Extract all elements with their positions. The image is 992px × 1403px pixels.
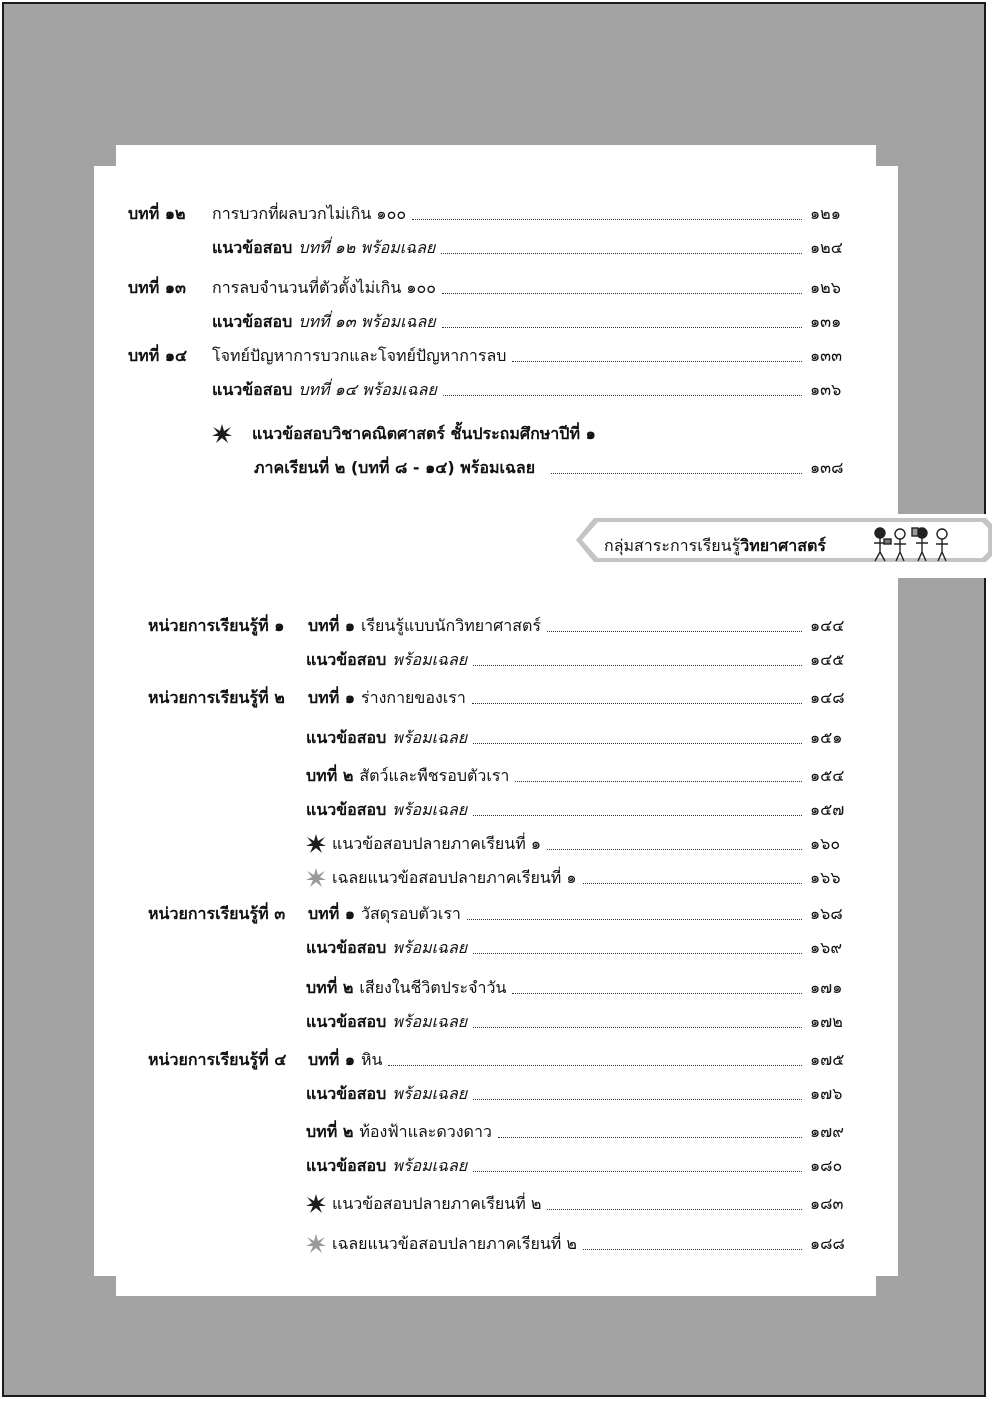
- page-number: ๑๔๘: [810, 688, 845, 707]
- toc-row-unit3-exam2[interactable]: [306, 1004, 858, 1032]
- chapter-title: วัสดุรอบตัวเรา: [360, 904, 461, 923]
- chapter-title: การบวกที่ผลบวกไม่เกิน ๑๐๐: [212, 204, 407, 223]
- dot-leader: [388, 1065, 802, 1066]
- content-panel-bottom: [116, 1270, 876, 1296]
- toc-row-unit1-exam[interactable]: [306, 642, 858, 670]
- exam-label: แนวข้อสอบ: [306, 938, 387, 957]
- exam-detail: พร้อมเฉลย: [392, 650, 468, 669]
- page-number: ๑๓๑: [810, 312, 842, 331]
- page-number: ๑๒๔: [810, 238, 843, 257]
- dot-leader: [473, 665, 802, 666]
- chapter-title: ร่างกายของเรา: [360, 688, 466, 707]
- exam-label: แนวข้อสอบ: [212, 238, 293, 257]
- exam-label: แนวข้อสอบ: [212, 380, 293, 399]
- burst-icon: [306, 868, 326, 888]
- dot-leader: [442, 293, 802, 294]
- chapter-title: เรียนรู้แบบนักวิทยาศาสตร์: [360, 616, 541, 635]
- chapter-title: ท้องฟ้าและดวงดาว: [359, 1122, 492, 1141]
- toc-row-unit2-ch2[interactable]: [306, 758, 858, 786]
- page-number: ๑๘๓: [810, 1194, 844, 1213]
- exam-label: แนวข้อสอบ: [306, 650, 387, 669]
- page-number: ๑๕๗: [810, 800, 845, 819]
- unit-label: หน่วยการเรียนรู้ที่ ๒: [148, 688, 285, 707]
- page-number: ๑๒๖: [810, 278, 841, 297]
- page-number: ๑๗๖: [810, 1084, 843, 1103]
- exam-block-title: แนวข้อสอบวิชาคณิตศาสตร์ ชั้นประถมศึกษาปีที่ ๑: [252, 424, 596, 443]
- dot-leader: [473, 743, 802, 744]
- final-exam-title: แนวข้อสอบปลายภาคเรียนที่ ๒: [332, 1194, 542, 1213]
- chapter-label: บทที่ ๒: [306, 766, 354, 785]
- dot-leader: [473, 815, 802, 816]
- dot-leader: [443, 395, 802, 396]
- final-answers-title: เฉลยแนวข้อสอบปลายภาคเรียนที่ ๒: [332, 1234, 577, 1253]
- chapter-title: หิน: [360, 1050, 383, 1069]
- exam-label: แนวข้อสอบ: [306, 1084, 387, 1103]
- toc-row-exam-ch12[interactable]: [212, 230, 858, 258]
- dot-leader: [473, 1171, 802, 1172]
- page-number: ๑๔๔: [810, 616, 845, 635]
- chapter-title: โจทย์ปัญหาการบวกและโจทย์ปัญหาการลบ: [212, 346, 507, 365]
- page-number: ๑๔๕: [810, 650, 845, 669]
- chapter-label: บทที่ ๑: [308, 904, 355, 923]
- toc-row-unit4-ch1[interactable]: [148, 1042, 858, 1070]
- dot-leader: [473, 1099, 802, 1100]
- dot-leader: [473, 1027, 802, 1028]
- unit-label: หน่วยการเรียนรู้ที่ ๓: [148, 904, 286, 923]
- page-number: ๑๗๕: [810, 1050, 845, 1069]
- chapter-label: บทที่ ๑: [308, 616, 355, 635]
- exam-detail: พร้อมเฉลย: [392, 1084, 468, 1103]
- chapter-label: บทที่ ๒: [306, 1122, 354, 1141]
- toc-row-unit2-ch1[interactable]: [148, 680, 858, 708]
- page-number: ๑๗๙: [810, 1122, 844, 1141]
- section-subject: วิทยาศาสตร์: [740, 536, 826, 555]
- dot-leader: [515, 781, 802, 782]
- exam-detail: พร้อมเฉลย: [392, 800, 468, 819]
- chapter-label: บทที่ ๑๒: [128, 204, 186, 223]
- exam-detail: พร้อมเฉลย: [392, 938, 468, 957]
- toc-row-unit1-ch1[interactable]: [148, 608, 858, 636]
- toc-row-unit3-exam1[interactable]: [306, 930, 858, 958]
- dot-leader: [467, 919, 802, 920]
- dot-leader: [551, 473, 802, 474]
- dot-leader: [498, 1137, 802, 1138]
- exam-label: แนวข้อสอบ: [306, 728, 387, 747]
- exam-detail: บทที่ ๑๒ พร้อมเฉลย: [298, 238, 436, 257]
- exam-block-subtitle: ภาคเรียนที่ ๒ (บทที่ ๘ - ๑๔) พร้อมเฉลย: [254, 458, 536, 477]
- burst-icon: [306, 1234, 326, 1254]
- exam-label: แนวข้อสอบ: [212, 312, 293, 331]
- dot-leader: [442, 327, 802, 328]
- dot-leader: [547, 631, 802, 632]
- burst-icon: [306, 1194, 326, 1214]
- dot-leader: [473, 953, 802, 954]
- chapter-label: บทที่ ๑๓: [128, 278, 186, 297]
- exam-label: แนวข้อสอบ: [306, 1156, 387, 1175]
- dot-leader: [547, 1209, 802, 1210]
- chapter-label: บทที่ ๑: [308, 688, 355, 707]
- chapter-label: บทที่ ๒: [306, 978, 354, 997]
- toc-row-unit4-ch2[interactable]: [306, 1114, 858, 1142]
- page-number: ๑๗๒: [810, 1012, 843, 1031]
- toc-row-unit2-exam2[interactable]: [306, 792, 858, 820]
- toc-row-final-answers-1[interactable]: [306, 860, 858, 888]
- toc-row-unit3-ch2[interactable]: [306, 970, 858, 998]
- toc-row-final-exam-1[interactable]: [306, 826, 858, 854]
- dot-leader: [472, 703, 802, 704]
- toc-row-final-exam-2[interactable]: [306, 1186, 858, 1214]
- toc-row-unit4-exam2[interactable]: [306, 1148, 858, 1176]
- exam-label: แนวข้อสอบ: [306, 1012, 387, 1031]
- page-number: ๑๕๑: [810, 728, 843, 747]
- toc-row-ch14[interactable]: [128, 338, 858, 366]
- dot-leader: [412, 219, 802, 220]
- chapter-title: การลบจำนวนที่ตัวตั้งไม่เกิน ๑๐๐: [212, 278, 437, 297]
- children-illustration: [870, 524, 954, 568]
- toc-row-exam-ch13[interactable]: [212, 304, 858, 332]
- page-number: ๑๖๘: [810, 904, 843, 923]
- toc-row-exam-ch14[interactable]: [212, 372, 858, 400]
- page-number: ๑๘๐: [810, 1156, 843, 1175]
- section-heading: [604, 534, 826, 559]
- page-number: ๑๖๐: [810, 834, 841, 853]
- exam-block-line2[interactable]: [254, 450, 858, 478]
- toc-row-final-answers-2[interactable]: [306, 1226, 858, 1254]
- toc-row-ch13[interactable]: [128, 270, 858, 298]
- exam-detail: บทที่ ๑๔ พร้อมเฉลย: [298, 380, 437, 399]
- dot-leader: [512, 361, 802, 362]
- dot-leader: [583, 1249, 802, 1250]
- section-prefix: กลุ่มสาระการเรียนรู้: [604, 536, 741, 555]
- page-number: ๑๓๖: [810, 380, 842, 399]
- dot-leader: [512, 993, 802, 994]
- toc-row-ch12[interactable]: [128, 196, 858, 224]
- page-number: ๑๖๖: [810, 868, 841, 887]
- page-number: ๑๓๓: [810, 346, 843, 365]
- unit-label: หน่วยการเรียนรู้ที่ ๔: [148, 1050, 287, 1069]
- page-number: ๑๒๑: [810, 204, 841, 223]
- unit-label: หน่วยการเรียนรู้ที่ ๑: [148, 616, 285, 635]
- toc-row-unit4-exam1[interactable]: [306, 1076, 858, 1104]
- chapter-label: บทที่ ๑: [308, 1050, 355, 1069]
- final-exam-title: แนวข้อสอบปลายภาคเรียนที่ ๑: [332, 834, 542, 853]
- toc-row-unit3-ch1[interactable]: [148, 896, 858, 924]
- burst-icon: [212, 424, 232, 444]
- exam-detail: บทที่ ๑๓ พร้อมเฉลย: [298, 312, 436, 331]
- burst-icon: [306, 834, 326, 854]
- chapter-title: สัตว์และพืชรอบตัวเรา: [359, 766, 510, 785]
- toc-row-unit2-exam1[interactable]: [306, 720, 858, 748]
- exam-block-line1[interactable]: [212, 416, 858, 444]
- page-number: ๑๘๘: [810, 1234, 845, 1253]
- page-number: ๑๗๑: [810, 978, 843, 997]
- page-number: ๑๕๔: [810, 766, 845, 785]
- exam-detail: พร้อมเฉลย: [392, 728, 468, 747]
- chapter-title: เสียงในชีวิตประจำวัน: [359, 978, 507, 997]
- dot-leader: [547, 849, 802, 850]
- exam-detail: พร้อมเฉลย: [392, 1012, 468, 1031]
- page-number: ๑๓๘: [810, 458, 844, 477]
- chapter-label: บทที่ ๑๔: [128, 346, 188, 365]
- exam-label: แนวข้อสอบ: [306, 800, 387, 819]
- final-answers-title: เฉลยแนวข้อสอบปลายภาคเรียนที่ ๑: [332, 868, 577, 887]
- page-number: ๑๖๙: [810, 938, 843, 957]
- dot-leader: [441, 253, 802, 254]
- dot-leader: [583, 883, 802, 884]
- exam-detail: พร้อมเฉลย: [392, 1156, 468, 1175]
